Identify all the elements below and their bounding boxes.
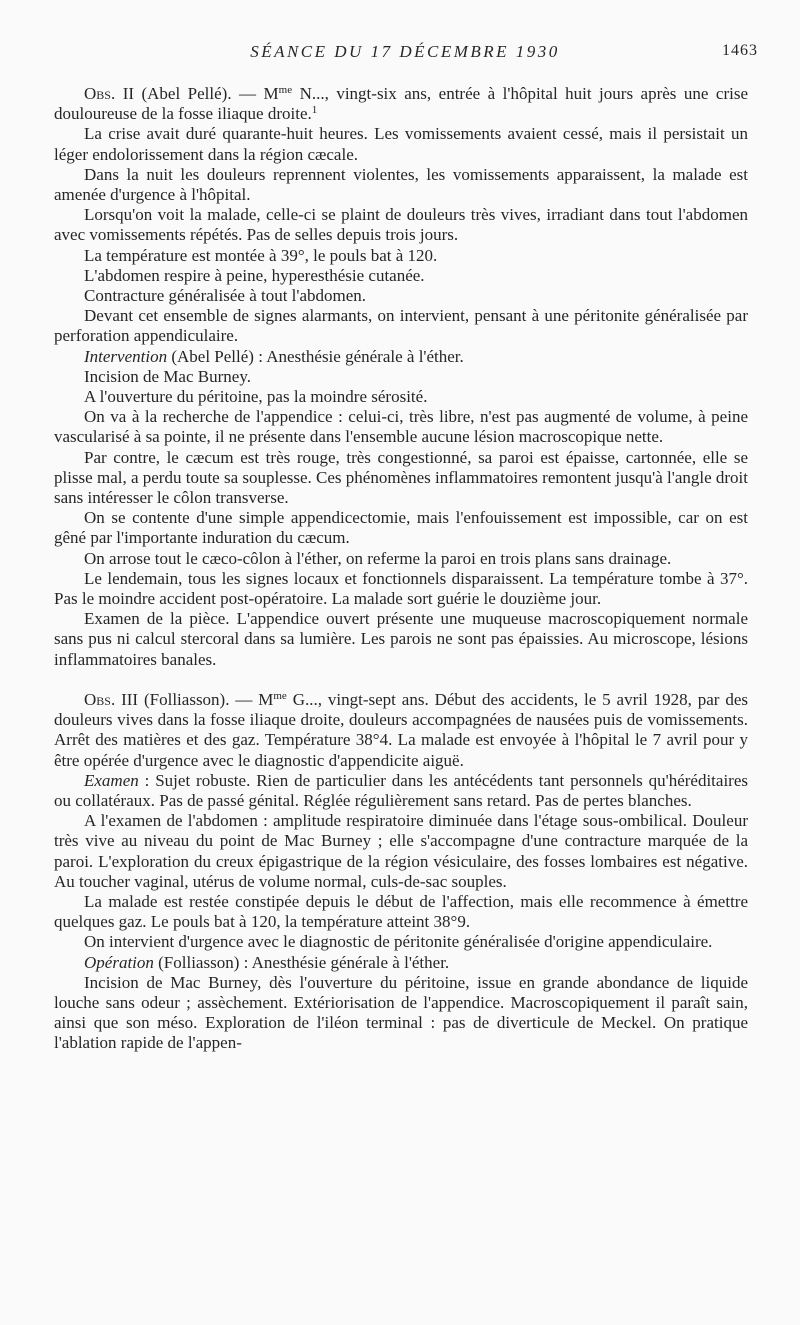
paragraph: Dans la nuit les douleurs reprennent violentes, les vomissements apparaissent, la malade est amenée d'urgence à l'hôpital. <box>54 164 748 205</box>
paragraph: Incision de Mac Burney. <box>84 366 251 386</box>
section-gap <box>54 670 748 690</box>
examen-label: Examen <box>84 770 139 790</box>
obs3-intro-paragraph: Obs. III (Folliasson). — $M^{me}$ G..., vingt-sept ans. Début des accidents, le 5 avril 1928, par des douleurs vives dans la fosse iliaque droite, douleurs accompagnées de nausées puis de vomissements. Arrêt des matières et des gaz. Température 38°4. La malade est envoyée à l'hôpital le 7 avril pour y être opérée d'urgence avec le diagnostic d'appendicite aiguë. <box>54 689 748 770</box>
running-title: SÉANCE DU 17 DÉCEMBRE 1930 <box>250 42 560 61</box>
paragraph: L'abdomen respire à peine, hyperesthésie cutanée. <box>84 265 425 285</box>
operation-paragraph: Opération (Folliasson) : Anesthésie générale à l'éther. <box>84 952 450 972</box>
body-text <box>54 84 748 1054</box>
obs2-intro-paragraph: Obs. II (Abel Pellé). — $M^{me}$ N..., vingt-six ans, entrée à l'hôpital huit jours après une crise douloureuse de la fosse iliaque droite.$^1$ <box>54 84 748 124</box>
examen-paragraph: Examen : Sujet robuste. Rien de particulier dans les antécédents tant personnels qu'héréditaires ou collatéraux. Pas de passé génital. Réglée régulièrement sans retard. Pas de pertes blanches. <box>54 770 748 810</box>
paragraph: Par contre, le cæcum est très rouge, très congestionné, sa paroi est épaisse, cartonnée, elle se plisse mal, a perdu toute sa souplesse. Ces phénomènes inflammatoires remontent jusqu'à l'angle droit sans intéresser le côlon transverse. <box>54 447 748 508</box>
paragraph: A l'ouverture du péritoine, pas la moindre sérosité. <box>84 387 428 407</box>
paragraph: On intervient d'urgence avec le diagnostic de péritonite généralisée d'origine appendiculaire. <box>84 932 713 952</box>
paragraph: La malade est restée constipée depuis le début de l'affection, mais elle recommence à émettre quelques gaz. Le pouls bat à 120, la température atteint 38°9. <box>54 891 748 932</box>
paragraph: A l'examen de l'abdomen : amplitude respiratoire diminuée dans l'étage sous-ombilical. Douleur très vive au niveau du point de Mac Burney ; elle s'accompagne d'une contracture marquée de la paroi. L'exploration du creux épigastrique de la région vésiculaire, des fosses lombaires est négative. Au toucher vaginal, utérus de volume normal, culs-de-sac souples. <box>54 811 748 891</box>
paragraph: On arrose tout le cæco-côlon à l'éther, on referme la paroi en trois plans sans drainage. <box>84 548 672 568</box>
paragraph: La température est montée à 39°, le pouls bat à 120. <box>84 245 438 265</box>
operation-label: Opération <box>84 952 154 972</box>
obs2-label: Obs. <box>84 84 116 103</box>
intervention-label: Intervention <box>84 346 168 366</box>
paragraph: Examen de la pièce. L'appendice ouvert présente une muqueuse macroscopiquement normale sans pus ni calcul stercoral dans sa lumière. Les parois ne sont pas épaissies. Au microscope, lésions inflammatoires banales. <box>54 609 748 669</box>
paragraph: Le lendemain, tous les signes locaux et fonctionnels disparaissent. La température tombe à 37°. Pas le moindre accident post-opératoire. La malade sort guérie le douzième jour. <box>54 568 748 609</box>
footnote-marker: 1 <box>311 104 318 117</box>
intervention-paragraph: Intervention (Abel Pellé) : Anesthésie générale à l'éther. <box>84 346 464 366</box>
paragraph: On va à la recherche de l'appendice : celui-ci, très libre, n'est pas augmenté de volume, à peine vascularisé à sa pointe, il ne présente dans l'ensemble aucune lésion macroscopique nette. <box>54 407 748 447</box>
paragraph: On se contente d'une simple appendicectomie, mais l'enfouissement est impossible, car on est gêné par l'importante induration du cæcum. <box>54 508 748 548</box>
page-number: 1463 <box>722 42 758 59</box>
paragraph: Incision de Mac Burney, dès l'ouverture du péritoine, issue en grande abondance de liquide louche sans odeur ; assèchement. Extériorisation de l'appendice. Macroscopiquement il paraît sain, ainsi que son méso. Exploration de l'iléon terminal : pas de diverticule de Meckel. On pratique l'ablation rapide de l'appen- <box>54 972 748 1053</box>
obs3-label: Obs. <box>84 689 116 709</box>
running-header <box>52 42 758 66</box>
paragraph: La crise avait duré quarante-huit heures. Les vomissements avaient cessé, mais il persistait un léger endolorissement dans la région cæcale. <box>54 124 748 164</box>
paragraph: Contracture généralisée à tout l'abdomen. <box>84 286 367 306</box>
paragraph: Devant cet ensemble de signes alarmants, on intervient, pensant à une péritonite généralisée par perforation appendiculaire. <box>54 306 748 346</box>
paragraph: Lorsqu'on voit la malade, celle-ci se plaint de douleurs très vives, irradiant dans tout l'abdomen avec vomissements répétés. Pas de selles depuis trois jours. <box>54 205 748 245</box>
